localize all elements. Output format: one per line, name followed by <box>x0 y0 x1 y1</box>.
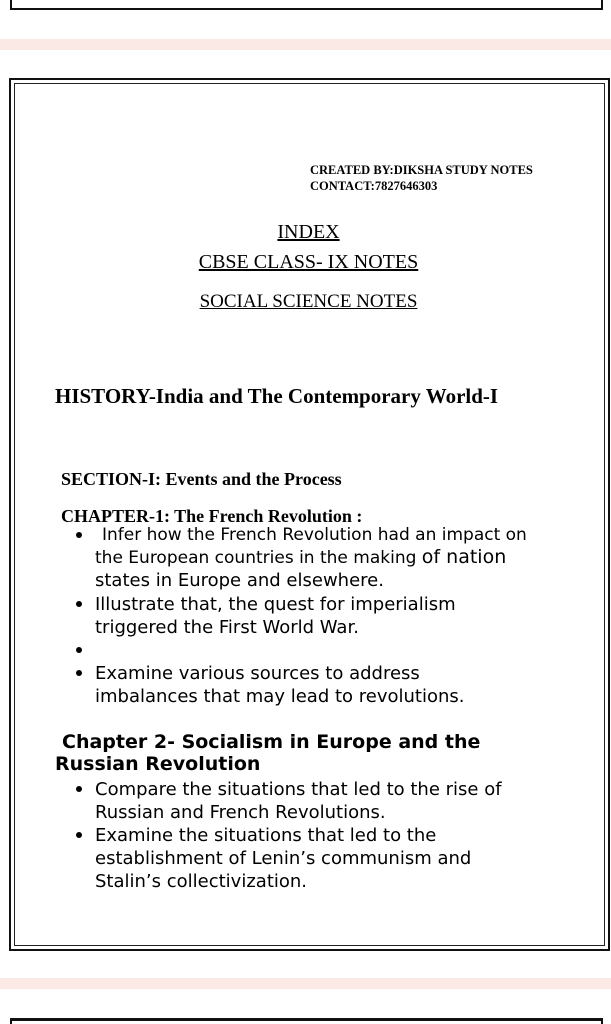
contact-line: CONTACT:7827646303 <box>310 179 438 193</box>
subject-notes-title: SOCIAL SCIENCE NOTES <box>199 291 418 312</box>
previous-page-edge <box>10 0 603 10</box>
chapter-2-heading: Russian Revolution <box>55 753 261 775</box>
chapter-2-heading: Chapter 2- Socialism in Europe and the <box>62 731 481 753</box>
bullet-dot <box>76 832 82 838</box>
created-by-line: CREATED BY:DIKSHA STUDY NOTES <box>310 163 533 177</box>
list-item: Russian and French Revolutions. <box>95 802 386 823</box>
bullet-dot <box>76 647 82 653</box>
document-page[interactable] <box>9 78 610 951</box>
list-item: Examine the situations that led to the <box>95 825 437 846</box>
list-item-text-b: of nation <box>421 546 507 568</box>
list-item-text-a: the European countries in the making <box>95 548 422 568</box>
list-item: establishment of Lenin’s communism and <box>95 848 472 869</box>
bullet-dot <box>76 601 82 607</box>
list-item: triggered the First World War. <box>95 617 359 638</box>
section-heading: SECTION-I: Events and the Process <box>61 469 342 489</box>
chapter-1-heading: CHAPTER-1: The French Revolution : <box>61 506 363 526</box>
list-item: Infer how the French Revolution had an impact on <box>102 525 527 545</box>
list-item: Stalin’s collectivization. <box>95 871 308 892</box>
list-item: Compare the situations that led to the rise of <box>95 779 502 800</box>
list-item: Illustrate that, the quest for imperialism <box>95 594 456 615</box>
page-separator <box>0 978 611 989</box>
list-item <box>95 546 506 569</box>
next-page-edge <box>10 1018 603 1024</box>
history-heading: HISTORY-India and The Contemporary World-I <box>55 384 499 408</box>
class-notes-title: CBSE CLASS- IX NOTES <box>198 251 419 273</box>
bullet-dot <box>76 532 82 538</box>
bullet-dot <box>76 786 82 792</box>
list-item: imbalances that may lead to revolutions. <box>95 686 465 707</box>
page-separator <box>0 39 611 50</box>
index-title: INDEX <box>277 221 340 243</box>
list-item: Examine various sources to address <box>95 663 420 684</box>
bullet-dot <box>76 670 82 676</box>
list-item: states in Europe and elsewhere. <box>95 570 384 591</box>
